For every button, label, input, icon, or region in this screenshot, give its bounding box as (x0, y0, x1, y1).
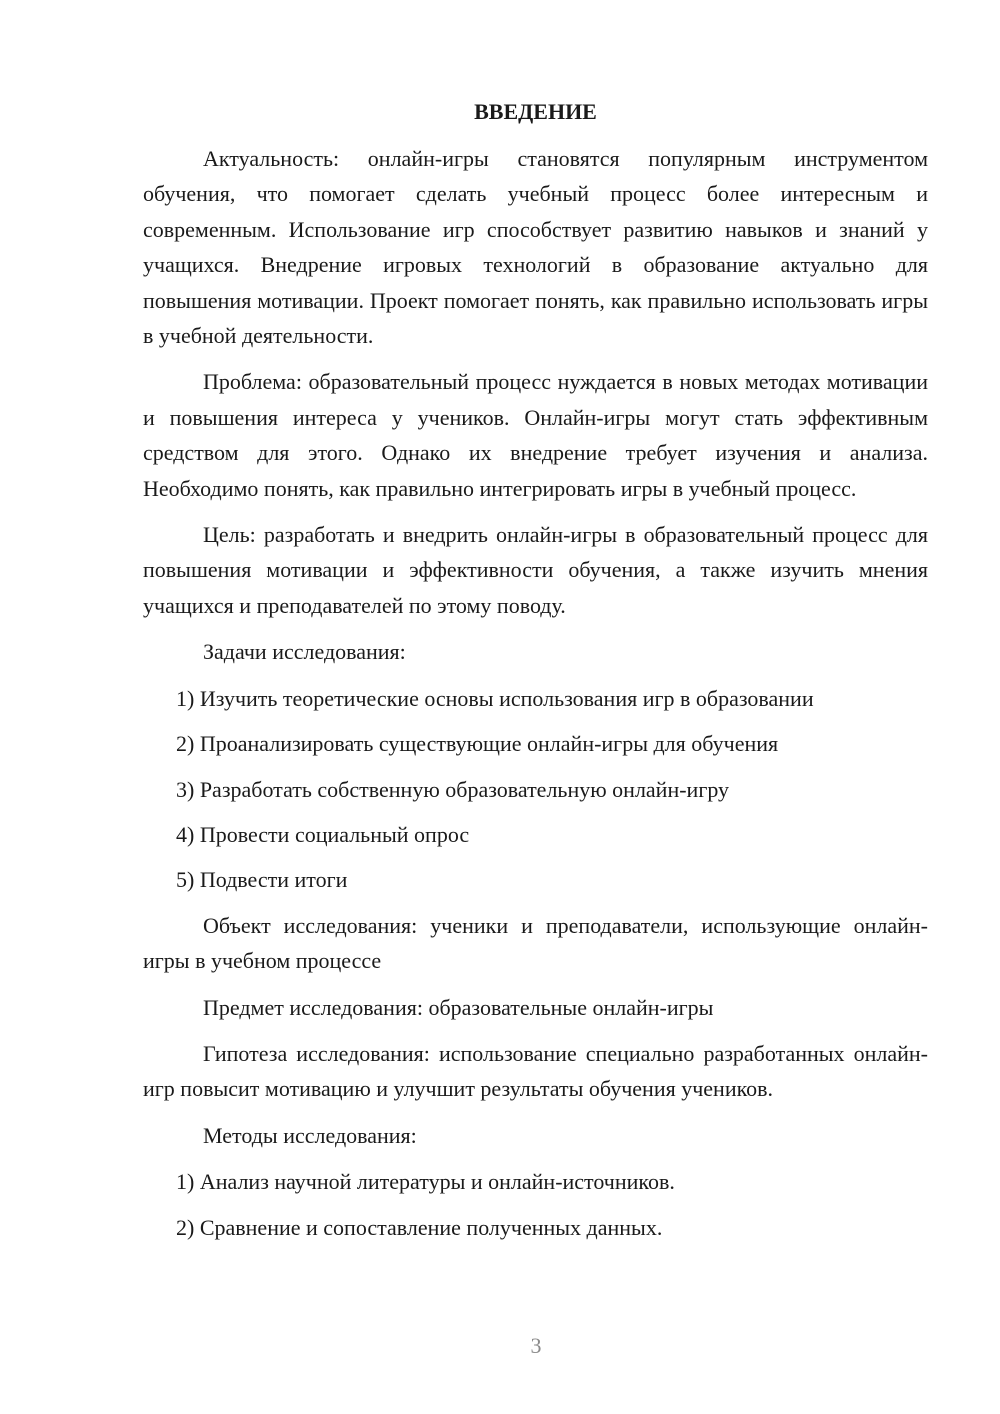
subject-paragraph: Предмет исследования: образовательные онлайн-игры (203, 994, 714, 1020)
page-content (143, 94, 928, 1255)
hypothesis-paragraph: Гипотеза исследования: использование специально разработанных онлайн-игр повысит мотивацию и улучшит результаты обучения учеников. (143, 1040, 928, 1102)
section-title: ВВЕДЕНИЕ (474, 99, 597, 124)
problem-paragraph: Проблема: образовательный процесс нуждается в новых методах мотивации и повышения интереса у учеников. Онлайн-игры могут стать эффективным средством для этого. Однако их внедрение требует изучения и анализа. Необходимо понять, как правильно интегрировать игры в учебный процесс. (143, 369, 928, 501)
task-item: 5) Подвести итоги (176, 867, 348, 893)
methods-heading: Методы исследования: (203, 1122, 417, 1148)
method-item: 2) Сравнение и сопоставление полученных данных. (176, 1214, 663, 1240)
method-item: 1) Анализ научной литературы и онлайн-источников. (176, 1169, 675, 1195)
task-item: 1) Изучить теоретические основы использования игр в образовании (176, 685, 814, 711)
goal-paragraph: Цель: разработать и внедрить онлайн-игры в образовательный процесс для повышения мотивации и эффективности обучения, а также изучить мнения учащихся и преподавателей по этому поводу. (143, 522, 928, 618)
tasks-heading: Задачи исследования: (203, 639, 406, 665)
task-item: 4) Провести социальный опрос (176, 821, 470, 847)
object-paragraph: Объект исследования: ученики и преподаватели, использующие онлайн-игры в учебном процессе (143, 912, 928, 974)
task-item: 2) Проанализировать существующие онлайн-игры для обучения (176, 731, 779, 757)
page-number: 3 (530, 1333, 542, 1358)
relevance-paragraph: Актуальность: онлайн-игры становятся популярным инструментом обучения, что помогает сделать учебный процесс более интересным и современным. Использование игр способствует развитию навыков и знаний у учащихся. Внедрение игровых технологий в образование актуально для повышения мотивации. Проект помогает понять, как правильно использовать игры в учебной деятельности. (143, 146, 928, 349)
task-item: 3) Разработать собственную образовательную онлайн-игру (176, 776, 730, 802)
